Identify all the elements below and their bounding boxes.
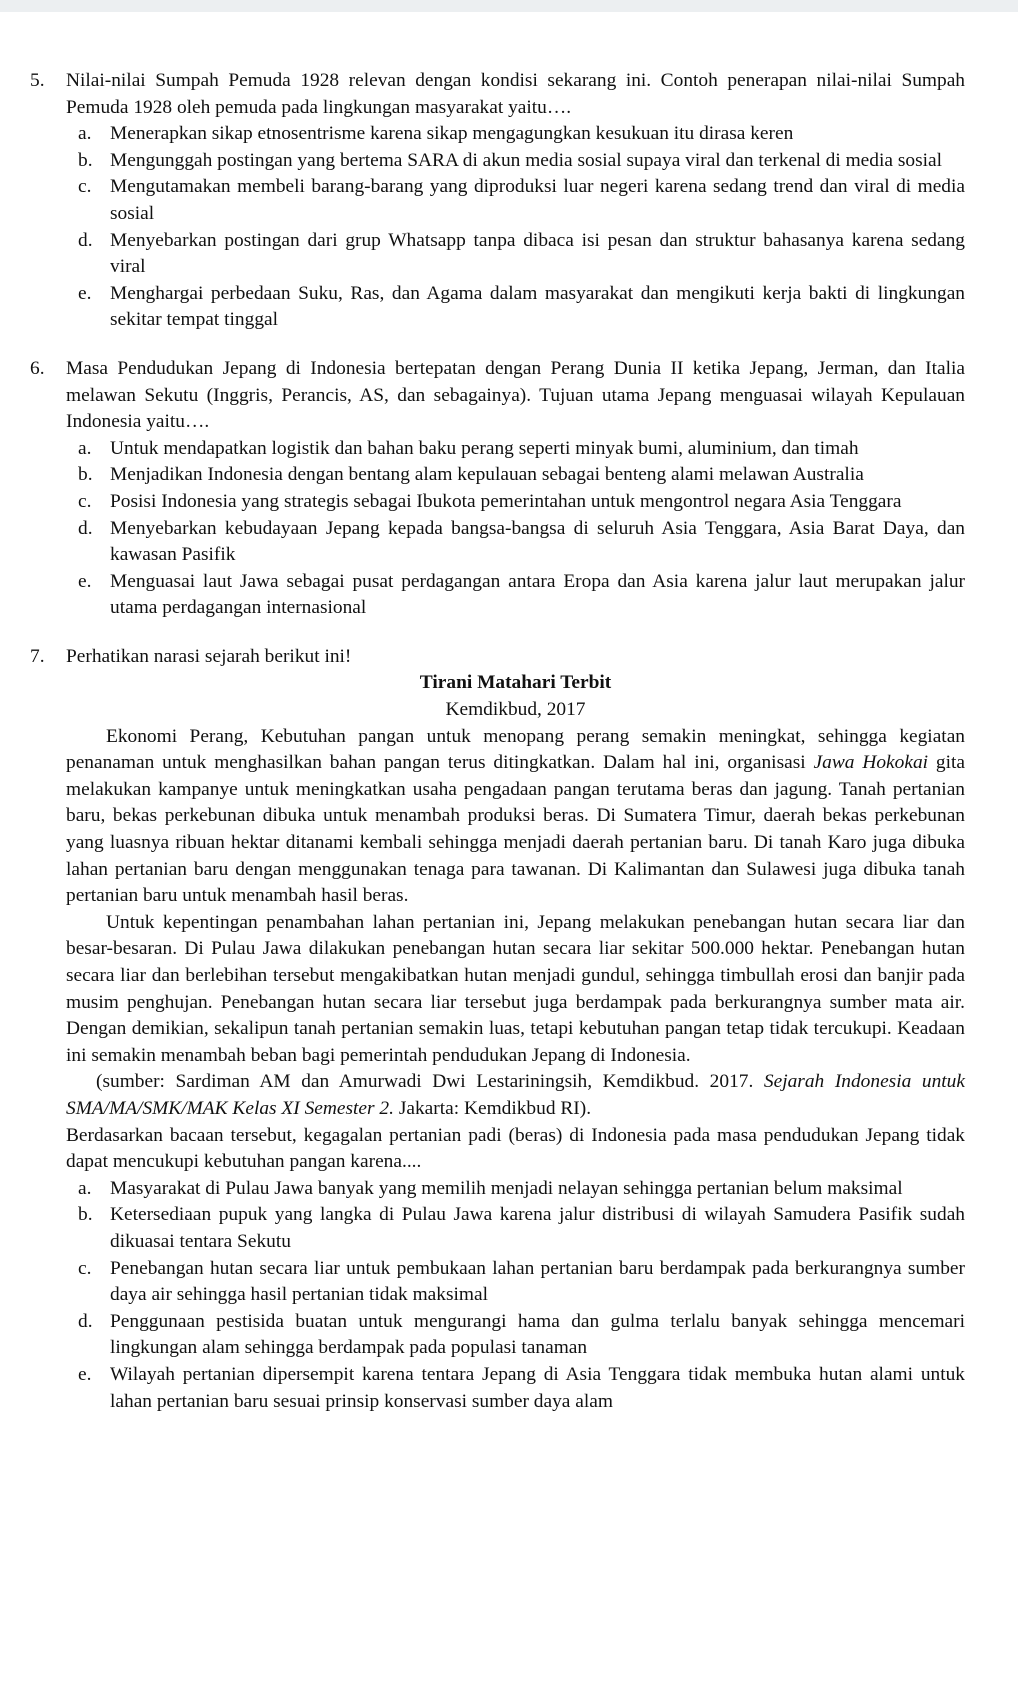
option-letter: a. (78, 123, 92, 145)
option-text: Ketersediaan pupuk yang langka di Pulau Jawa karena jalur distribusi di wilayah Samudera Pasifik sudah dikuasai tentara Sekutu (110, 1204, 965, 1252)
option-text: Menerapkan sikap etnosentrisme karena sikap mengagungkan kesukuan itu dirasa keren (110, 123, 794, 145)
option-letter: d. (78, 229, 93, 251)
answer-options (66, 121, 965, 334)
option-text: Menjadikan Indonesia dengan bentang alam kepulauan sebagai benteng alami melawan Australia (110, 464, 864, 486)
answer-option-b[interactable] (78, 462, 965, 489)
paragraph-text: gita melakukan kampanye untuk meningkatkan usaha pengadaan pangan terutama beras dan jagung. Tanah pertanian baru, bekas perkebunan dibuka untuk menambah produksi beras. Di Sumatera Timur, daerah bekas perkebunan yang luasnya ribuan hektar ditanami kembali sehingga menjadi daerah pertanian baru. Di tanah Karo juga dibuka lahan pertanian baru dengan menggunakan tenaga para tawanan. Di Kalimantan dan Sulawesi juga dibuka tanah pertanian baru untuk menambah hasil beras. (66, 752, 965, 907)
answer-options (66, 436, 965, 622)
passage-source (66, 1069, 965, 1122)
answer-option-a[interactable] (78, 1176, 965, 1203)
option-letter: d. (78, 1310, 93, 1332)
option-text: Menyebarkan kebudayaan Jepang kepada bangsa-bangsa di seluruh Asia Tenggara, Asia Barat Daya, dan kawasan Pasifik (110, 517, 965, 566)
answer-option-d[interactable] (78, 228, 965, 281)
option-text: Posisi Indonesia yang strategis sebagai Ibukota pemerintahan untuk mengontrol negara Asia Tenggara (110, 490, 902, 512)
answer-option-c[interactable] (78, 489, 965, 516)
question-number: 7. (30, 645, 45, 667)
passage-paragraph-1 (66, 724, 965, 910)
question-stem: Masa Pendudukan Jepang di Indonesia bertepatan dengan Perang Dunia II ketika Jepang, Jerman, dan Italia melawan Sekutu (Inggris, Perancis, AS, dan sebagainya). Tujuan utama Jepang menguasai wilayah Kepulauan Indonesia yaitu…. (66, 357, 965, 433)
option-letter: c. (78, 490, 92, 512)
question-number: 5. (30, 70, 45, 91)
passage-paragraph-2: Untuk kepentingan penambahan lahan pertanian ini, Jepang melakukan penebangan hutan secara liar dan besar-besaran. Di Pulau Jawa dilakukan penebangan hutan secara liar sekitar 500.000 hektar. Penebangan hutan secara liar dan berlebihan tersebut mengakibatkan hutan menjadi gundul, sehingga timbullah erosi dan banjir pada musim penghujan. Penebangan hutan secara liar tersebut juga berdampak pada berkurangnya sumber mata air. Dengan demikian, sekalipun tanah pertanian semakin luas, tetapi kebutuhan pangan tetap tidak tercukupi. Keadaan ini semakin menambah beban bagi pemerintah pendudukan Jepang di Indonesia. (66, 911, 965, 1066)
option-letter: e. (78, 1363, 92, 1385)
option-letter: e. (78, 282, 92, 304)
option-text: Mengutamakan membeli barang-barang yang diproduksi luar negeri karena sedang trend dan viral di media sosial (110, 176, 965, 224)
answer-option-b[interactable] (78, 148, 965, 175)
option-letter: a. (78, 1177, 92, 1199)
answer-option-d[interactable] (78, 1309, 965, 1362)
source-book-title: Sejarah Indonesia untuk SMA/MA/SMK/MAK Kelas XI Semester 2. (66, 1071, 965, 1119)
option-text: Menyebarkan postingan dari grup Whatsapp tanpa dibaca isi pesan dan struktur bahasanya karena sedang viral (110, 229, 965, 278)
answer-option-a[interactable] (78, 436, 965, 463)
question-5 (30, 68, 965, 334)
option-text: Wilayah pertanian dipersempit karena tentara Jepang di Asia Tenggara tidak membuka hutan alami untuk lahan pertanian baru sesuai prinsip konservasi sumber daya alam (110, 1363, 965, 1412)
question-number: 6. (30, 357, 45, 379)
option-text: Untuk mendapatkan logistik dan bahan baku perang seperti minyak bumi, aluminium, dan timah (110, 437, 859, 459)
organization-name: Jawa Hokokai (813, 752, 929, 774)
option-letter: b. (78, 464, 93, 486)
answer-option-b[interactable] (78, 1202, 965, 1255)
answer-option-c[interactable] (78, 1256, 965, 1309)
answer-option-a[interactable] (78, 121, 965, 148)
document-content (30, 68, 965, 1415)
paragraph-text: Ekonomi Perang, Kebutuhan pangan untuk menopang perang semakin meningkat, sehingga kegiatan penanaman untuk menghasilkan bahan pangan terus ditingkatkan. Dalam hal ini, organisasi (66, 725, 965, 774)
option-letter: a. (78, 437, 92, 459)
option-text: Menguasai laut Jawa sebagai pusat perdagangan antara Eropa dan Asia karena jalur laut merupakan jalur utama perdagangan internasional (110, 570, 965, 619)
question-stem: Berdasarkan bacaan tersebut, kegagalan pertanian padi (beras) di Indonesia pada masa pendudukan Jepang tidak dapat mencukupi kebutuhan pangan karena.... (66, 1124, 965, 1173)
question-stem: Nilai-nilai Sumpah Pemuda 1928 relevan dengan kondisi sekarang ini. Contoh penerapan nilai-nilai Sumpah Pemuda 1928 oleh pemuda pada lingkungan masyarakat yaitu…. (66, 70, 965, 118)
document-page (0, 12, 1018, 1699)
option-text: Penggunaan pestisida buatan untuk mengurangi hama dan gulma terlalu banyak sehingga mencemari lingkungan alam sehingga berdampak pada populasi tanaman (110, 1310, 965, 1359)
answer-option-e[interactable] (78, 569, 965, 622)
question-7 (30, 644, 965, 1415)
option-text: Masyarakat di Pulau Jawa banyak yang memilih menjadi nelayan sehingga pertanian belum maksimal (110, 1177, 903, 1199)
option-letter: b. (78, 1204, 93, 1226)
answer-option-e[interactable] (78, 281, 965, 334)
source-text: Jakarta: Kemdikbud RI). (393, 1097, 592, 1119)
question-6 (30, 356, 965, 622)
answer-option-e[interactable] (78, 1362, 965, 1415)
option-text: Penebangan hutan secara liar untuk pembukaan lahan pertanian baru berdampak pada berkurangnya sumber daya air sehingga hasil pertanian tidak maksimal (110, 1257, 965, 1306)
option-letter: c. (78, 1257, 92, 1279)
question-intro: Perhatikan narasi sejarah berikut ini! (66, 645, 352, 667)
answer-options (66, 1176, 965, 1415)
option-letter: b. (78, 149, 93, 171)
option-text: Menghargai perbedaan Suku, Ras, dan Agama dalam masyarakat dan mengikuti kerja bakti di lingkungan sekitar tempat tinggal (110, 282, 965, 331)
answer-option-c[interactable] (78, 174, 965, 227)
option-text: Mengunggah postingan yang bertema SARA di akun media sosial supaya viral dan terkenal di media sosial (110, 149, 942, 171)
source-text: (sumber: Sardiman AM dan Amurwadi Dwi Lestariningsih, Kemdikbud. 2017. (96, 1071, 764, 1093)
option-letter: d. (78, 517, 93, 539)
answer-option-d[interactable] (78, 516, 965, 569)
option-letter: e. (78, 570, 92, 592)
option-letter: c. (78, 176, 92, 198)
passage-title: Tirani Matahari Terbit (419, 672, 612, 694)
passage-subtitle: Kemdikbud, 2017 (445, 699, 586, 721)
